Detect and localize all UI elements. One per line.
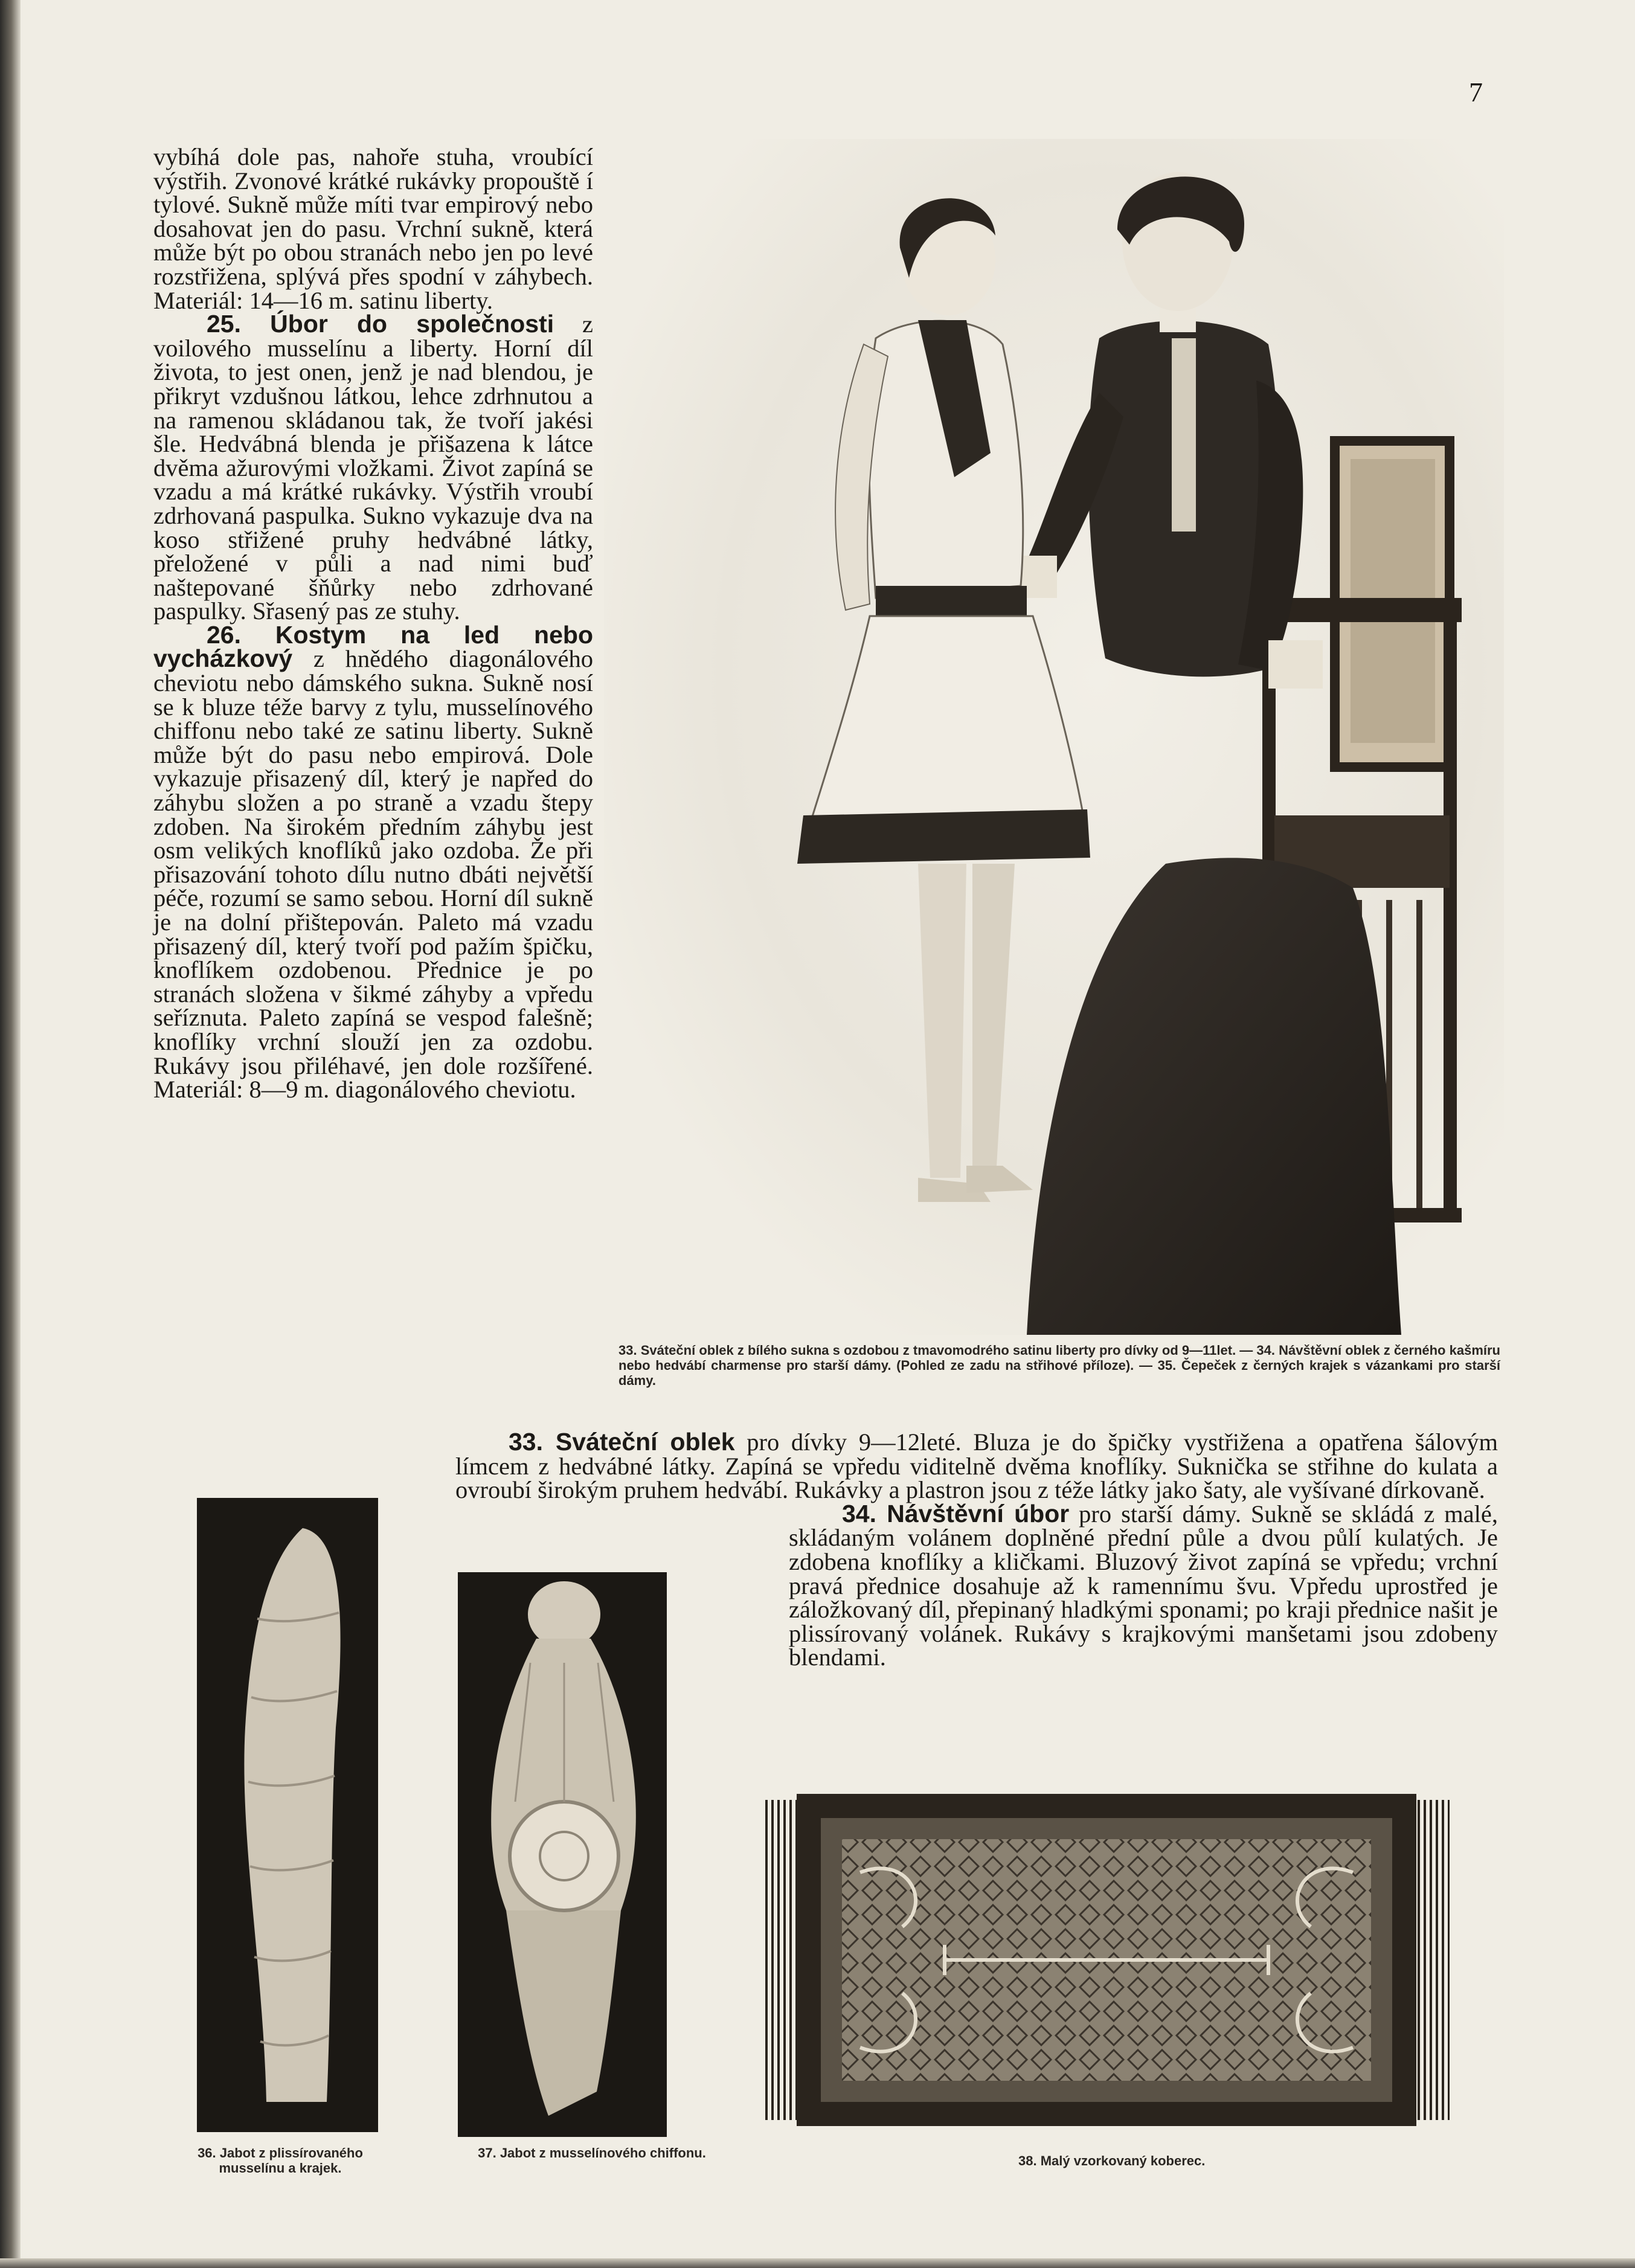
item-33-body: pro dívky 9—12leté. Bluza je do špičky vystřižena a opatřena šálovým límcem z hedvábné látky. Zapíná se vpředu viditelně dvěma knoflíky. Suknička se střihne do kulata a ovroubí širokým pruhem hedvábí. Rukávky a plastron jsou z téže látky jako šaty, ale vyšívané dírkovaně.	[455, 1428, 1498, 1504]
page-bottom-edge	[0, 2258, 1635, 2268]
paragraph-26	[153, 620, 593, 1103]
item-34-heading: 34. Návštěvní úbor	[842, 1499, 1070, 1528]
item-34-body: pro starší dámy. Sukně se skládá z malé, skládaným volánem doplněné přední půle a dvou půlí kulatých. Je zdobena knoflíky a kličkami. Bluzový život zapíná se vpředu; vrchní pravá přednice dosahuje až k ramennímu švu. Vpředu uprostřed je záložkovaný díl, přepinaný hladkými sponami; po kraji přednice našit je plissírovaný volánek. Rukávy s krajkovými manšetami jsou zdobeny blendami.	[789, 1500, 1498, 1671]
page-gutter-shadow	[0, 0, 21, 2268]
paragraph-33	[455, 1430, 1498, 1502]
paragraph-34	[789, 1499, 1498, 1671]
caption-figure-36: 36. Jabot z plissírovaného musselínu a krajek.	[198, 2145, 363, 2176]
patterned-rug-drawing	[763, 1782, 1450, 2138]
illustration-jabot-36	[197, 1498, 378, 2132]
illustration-rug-38	[763, 1782, 1450, 2138]
illustration-jabot-37	[458, 1572, 667, 2137]
illustration-girl-and-lady	[604, 139, 1504, 1335]
pleated-jabot-drawing	[197, 1498, 378, 2132]
caption-figure-37: 37. Jabot z musselínového chiffonu.	[478, 2145, 706, 2160]
caption-figures-33-35: 33. Sváteční oblek z bílého sukna s ozdobou z tmavomodrého satinu liberty pro dívky od 9—11let. — 34. Návštěvní oblek z černého kašmíru nebo hedvábí charmense pro starší dámy. (Pohled ze zadu na střihové příloze). — 35. Čepeček z černých krajek s vázankami pro starší dámy.	[618, 1343, 1500, 1388]
chiffon-jabot-drawing	[458, 1572, 667, 2137]
item-26-heading: 26. Kostym na led nebo vycházkový	[153, 620, 593, 673]
item-25-heading: 25. Úbor do společnosti	[207, 310, 554, 338]
paragraph-25	[153, 312, 593, 623]
page-number: 7	[1469, 77, 1483, 108]
caption-figure-38: 38. Malý vzorkovaný koberec.	[1018, 2153, 1206, 2168]
item-33-heading: 33. Sváteční oblek	[509, 1428, 735, 1456]
paragraph-24-continued: vybíhá dole pas, nahoře stuha, vroubící výstřih. Zvonové krátké rukávky propouště í tylové. Sukně může míti tvar empirový nebo dosahovat jen do pasu. Vrchní sukně, která může být po obou stranách nebo jen po levé rozstřižena, splývá přes spodní v záhybech. Materiál: 14—16 m. satinu liberty.	[153, 143, 593, 314]
girl-and-lady-drawing	[604, 139, 1504, 1335]
item-26-body: z hnědého diagonálového cheviotu nebo dámského sukna. Sukně nosí se k bluze téže barvy z tylu, musselínového chiffonu nebo také ze satinu liberty. Sukně může být do pasu nebo empirová. Dole vykazuje přisazený díl, který je napřed do záhybu složen a po straně a vzadu štepy zdoben. Na širokém předním záhybu jest osm velikých knoflíků jako ozdoba. Že při přisazování tohoto dílu nutno dbáti největší péče, rozumí se samo sebou. Horní díl sukně je na dolní přištepován. Paleto má vzadu přisazený díl, který tvoří pod pažím špičku, knoflíkem ozdobenou. Přednice je po stranách složena v šikmé záhyby a vpředu seříznuta. Paleto zapíná se vespod falešně; knoflíky vrchní slouží jen za ozdobu. Rukávy jsou přiléhavé, jen dole rozšířené. Materiál: 8—9 m. diagonálového cheviotu.	[153, 645, 593, 1103]
item-25-body: z voilového musselínu a liberty. Horní díl života, to jest onen, jenž je nad blendou, je přikryt vzdušnou látkou, lehce zdrhnutou a na ramenou skládanou tak, že tvoří jakési šle. Hedvábná blenda je přišazena k látce dvěma ažurovými vložkami. Život zapíná se vzadu a má krátké rukávky. Výstřih vroubí zdrhovaná paspulka. Sukno vykazuje dva na koso střižené pruhy hedvábné látky, přeložené v půli a nad nimi buď naštepované šňůrky nebo zdrhované paspulky. Sřasený pas ze stuhy.	[153, 310, 593, 625]
left-text-column	[153, 145, 593, 1102]
